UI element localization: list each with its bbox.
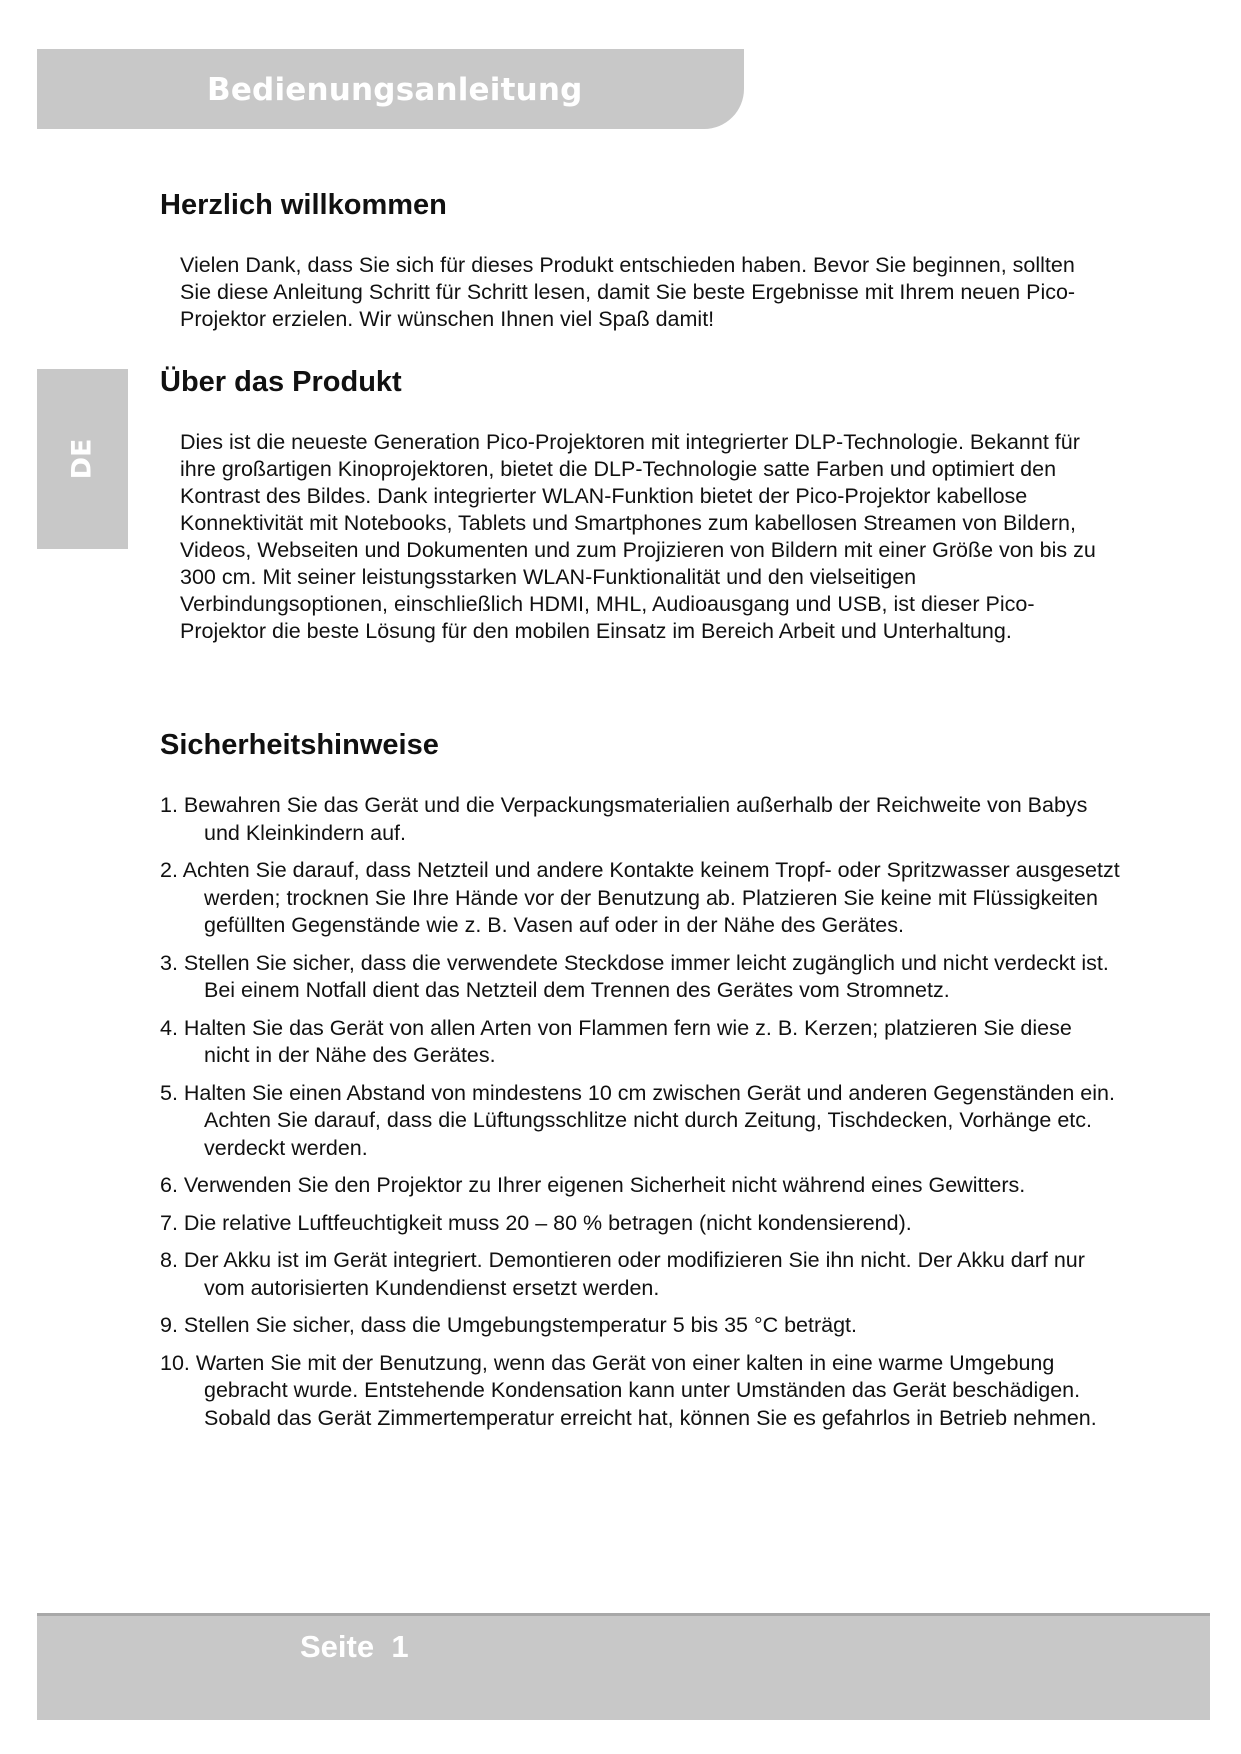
safety-item: 3. Stellen Sie sicher, dass die verwendete Steckdose immer leicht zugänglich und nicht verdeckt ist. Bei einem Notfall dient das Netzteil dem Trennen des Gerätes vom Stromnetz. (160, 950, 1109, 1002)
safety-item: 6. Verwenden Sie den Projektor zu Ihrer eigenen Sicherheit nicht während eines Gewitters. (160, 1173, 1026, 1197)
page-number: Seite 1 (300, 1629, 409, 1664)
about-text: Dies ist die neueste Generation Pico-Projektoren mit integrierter DLP-Technologie. Bekannt für ihre großartigen Kinoprojektoren, bietet die DLP-Technologie satte Farben und optimiert den Kontrast des Bildes. Dank integrierter WLAN-Funktion bietet der Pico-Projektor kabellose Konnektivität mit Notebooks, Tablets und Smartphones zum kabellosen Streamen von Bildern, Videos, Webseiten und Dokumenten und zum Projizieren von Bildern mit einer Größe von bis zu 300 cm. Mit seiner leistungsstarken WLAN-Funktionalität und den vielseitigen Verbindungsoptionen, einschließlich HDMI, MHL, Audioausgang und USB, ist dieser Pico-Projektor die beste Lösung für den mobilen Einsatz im Bereich Arbeit und Unterhaltung. (180, 430, 1096, 643)
safety-item: 9. Stellen Sie sicher, dass die Umgebungstemperatur 5 bis 35 °C beträgt. (160, 1313, 857, 1337)
safety-item: 2. Achten Sie darauf, dass Netzteil und andere Kontakte keinem Tropf- oder Spritzwasser ausgesetzt werden; trocknen Sie Ihre Hände vor der Benutzung ab. Platzieren Sie keine mit Flüssigkeiten gefüllten Gegenstände wie z. B. Vasen auf oder in der Nähe des Gerätes. (160, 858, 1120, 937)
safety-item: 7. Die relative Luftfeuchtigkeit muss 20 – 80 % betragen (nicht kondensierend). (160, 1210, 912, 1235)
safety-item: 10. Warten Sie mit der Benutzung, wenn das Gerät von einer kalten in eine warme Umgebung gebracht wurde. Entstehende Kondensation kann unter Umständen das Gerät beschädigen. Sobald das Gerät Zimmertemperatur erreicht hat, können Sie es gefahrlos in Betrieb nehmen. (160, 1350, 1097, 1430)
welcome-heading: Herzlich willkommen (160, 189, 447, 221)
safety-item: 1. Bewahren Sie das Gerät und die Verpackungsmaterialien außerhalb der Reichweite von Babys und Kleinkindern auf. (160, 793, 1088, 845)
about-heading: Über das Produkt (160, 366, 402, 398)
safety-item: 8. Der Akku ist im Gerät integriert. Demontieren oder modifizieren Sie ihn nicht. Der Akku darf nur vom autorisierten Kundendienst ersetzt werden. (160, 1248, 1085, 1300)
safety-list (160, 792, 1120, 1442)
safety-item: 5. Halten Sie einen Abstand von mindestens 10 cm zwischen Gerät und anderen Gegenständen ein. Achten Sie darauf, dass die Lüftungsschlitze nicht durch Zeitung, Tischdecken, Vorhänge etc. verdeckt werden. (160, 1080, 1115, 1160)
safety-item: 4. Halten Sie das Gerät von allen Arten von Flammen fern wie z. B. Kerzen; platzieren Sie diese nicht in der Nähe des Gerätes. (160, 1015, 1072, 1067)
document-title: Bedienungsanleitung (207, 72, 583, 108)
welcome-text: Vielen Dank, dass Sie sich für dieses Produkt entschieden haben. Bevor Sie beginnen, sollten Sie diese Anleitung Schritt für Schritt lesen, damit Sie beste Ergebnisse mit Ihrem neuen Pico-Projektor erzielen. Wir wünschen Ihnen viel Spaß damit! (180, 253, 1076, 331)
footer-bar (37, 1613, 1210, 1720)
safety-heading: Sicherheitshinweise (160, 729, 439, 761)
language-label: DE (66, 438, 98, 480)
